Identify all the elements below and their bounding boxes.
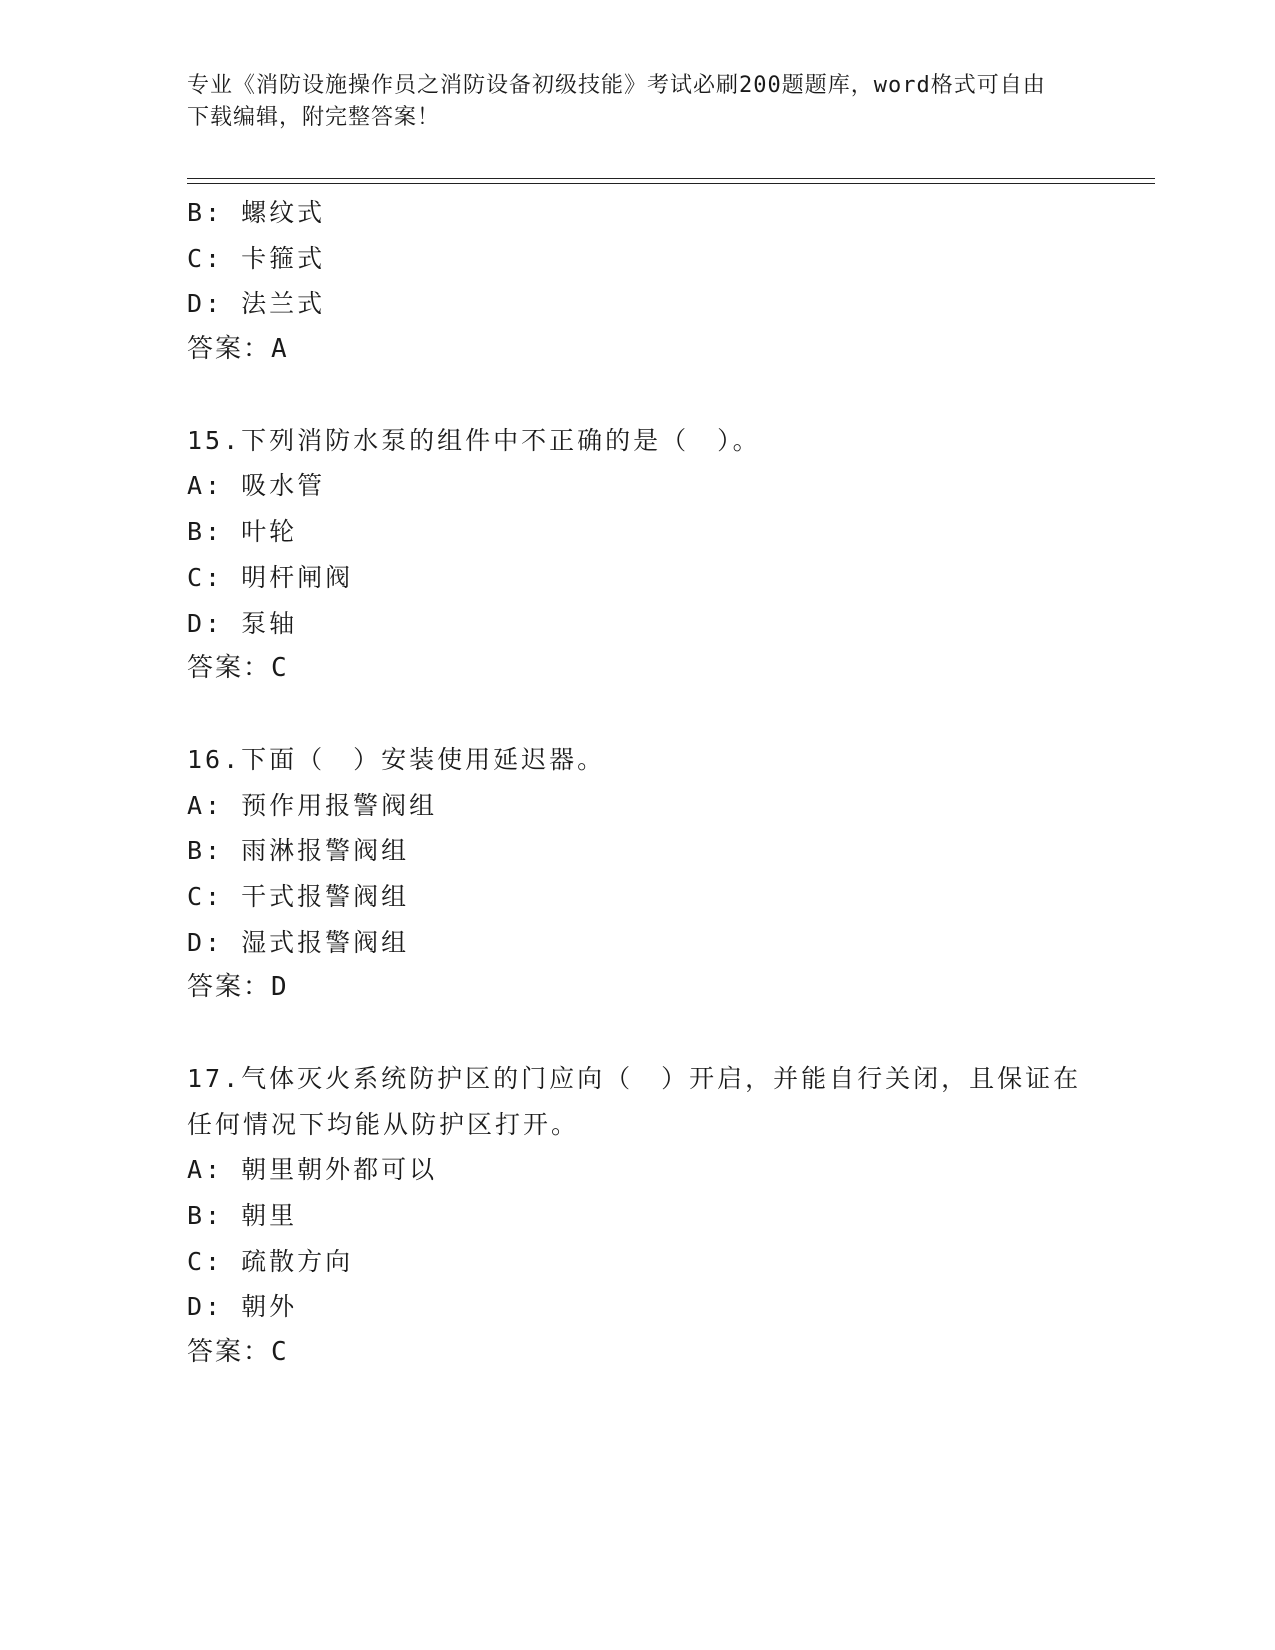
answer-line [187,1330,1087,1376]
question-number: 17. [187,1064,242,1093]
option-text: 雨淋报警阀组 [241,836,410,866]
option-c [187,1239,1087,1285]
option-label: C: [187,243,224,273]
answer-value: A [271,334,289,365]
option-text: 螺纹式 [241,198,326,227]
option-label: D: [187,289,224,319]
answer-line [187,327,1087,373]
option-label: A: [187,471,224,501]
question-block-15 [187,418,1087,692]
option-d [187,281,1087,327]
option-c [187,236,1087,282]
option-a [187,1147,1087,1193]
option-text: 法兰式 [241,289,326,319]
question-block-16 [187,737,1087,1011]
question-block-17 [187,1056,1087,1376]
option-text: 卡箍式 [241,243,326,273]
option-b [187,828,1087,874]
option-text: 朝里朝外都可以 [241,1155,438,1185]
question-text [187,1056,1087,1147]
option-b [187,509,1087,555]
option-text: 吸水管 [241,471,326,501]
question-text [187,737,1087,783]
answer-label: 答案： [187,653,272,684]
option-label: D: [187,608,224,638]
option-text: 朝外 [241,1292,298,1322]
spacer [187,1011,1087,1056]
option-c [187,555,1087,601]
answer-value: C [271,1337,289,1368]
option-text: 湿式报警阀组 [241,927,410,957]
option-text: 疏散方向 [241,1246,354,1276]
option-label: C: [187,881,224,911]
option-label: B: [187,836,224,866]
option-text: 干式报警阀组 [241,881,410,911]
answer-label: 答案： [187,972,272,1003]
option-text: 泵轴 [241,608,298,638]
spacer [187,692,1087,737]
document-header [187,70,1067,134]
option-d [187,1284,1087,1330]
option-d [187,601,1087,647]
option-label: C: [187,1246,224,1276]
question-block-partial [187,190,1087,373]
answer-line [187,646,1087,692]
answer-line [187,965,1087,1011]
option-b [187,190,1087,236]
option-text: 朝里 [241,1201,298,1231]
option-text: 叶轮 [241,517,298,547]
question-stem: 下面（ ）安装使用延迟器。 [241,744,606,774]
question-list [187,190,1087,1376]
question-stem: 气体灭火系统防护区的门应向（ ）开启，并能自行关闭，且保证在任何情况下均能从防护区打开。 [187,1064,1082,1139]
option-label: C: [187,562,224,592]
header-divider-top [187,178,1155,179]
option-d [187,920,1087,966]
answer-label: 答案： [187,1337,272,1368]
option-label: A: [187,790,224,820]
answer-value: C [271,653,289,684]
option-text: 明杆闸阀 [241,562,354,592]
answer-value: D [271,972,289,1003]
spacer [187,373,1087,418]
option-label: B: [187,517,224,547]
option-label: D: [187,1292,224,1322]
question-text [187,418,1087,464]
option-label: D: [187,927,224,957]
option-a [187,783,1087,829]
option-text: 预作用报警阀组 [241,790,438,820]
header-divider-bottom [187,183,1155,184]
option-b [187,1193,1087,1239]
option-a [187,463,1087,509]
answer-label: 答案： [187,334,272,365]
option-label: B: [187,1201,224,1231]
option-c [187,874,1087,920]
header-text: 专业《消防设施操作员之消防设备初级技能》考试必刷200题题库，word格式可自由下载编辑，附完整答案！ [187,73,1046,130]
question-number: 16. [187,744,242,774]
question-number: 15. [187,425,242,455]
option-label: B: [187,198,224,227]
option-label: A: [187,1155,224,1185]
question-stem: 下列消防水泵的组件中不正确的是（ ）。 [241,425,761,455]
